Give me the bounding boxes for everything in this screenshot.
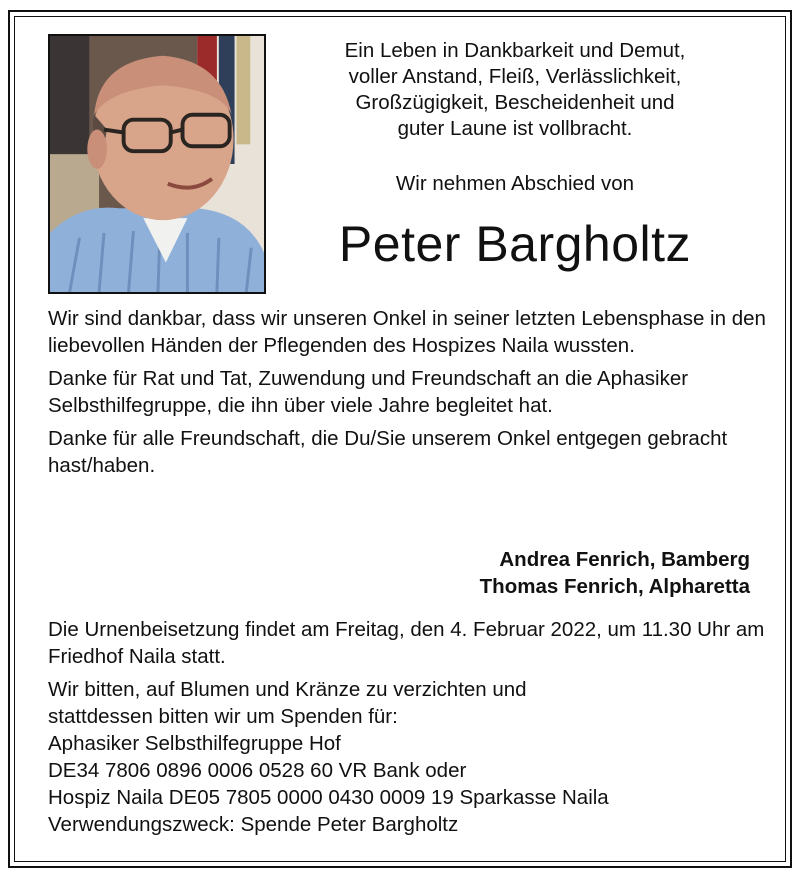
signatures — [400, 546, 750, 600]
signature-line: Andrea Fenrich, Bamberg — [499, 548, 750, 571]
signature-line: Thomas Fenrich, Alpharetta — [479, 575, 750, 598]
intro-line: guter Laune ist vollbracht. — [397, 117, 633, 140]
funeral-notice: Die Urnenbeisetzung findet am Freitag, den 4. Februar 2022, um 11.30 Uhr am Friedhof Naila statt. — [48, 618, 765, 668]
funeral-section — [48, 616, 768, 838]
donation-line: Aphasiker Selbsthilfegruppe Hof — [48, 732, 341, 755]
deceased-name: Peter Bargholtz — [338, 216, 692, 272]
thanks-paragraph: Danke für alle Freundschaft, die Du/Sie unserem Onkel entgegen gebracht hast/haben. — [48, 427, 728, 477]
thanks-paragraph: Danke für Rat und Tat, Zuwendung und Freundschaft an die Aphasiker Selbsthilfegruppe, die ihn über viele Jahre begleitet hat. — [48, 367, 689, 417]
portrait-photo — [48, 34, 266, 294]
portrait-illustration — [50, 36, 264, 292]
farewell-line: Wir nehmen Abschied von — [395, 172, 635, 195]
thanks-paragraph: Wir sind dankbar, dass wir unseren Onkel in seiner letzten Lebensphase in den liebevollen Händen der Pflegenden des Hospizes Naila wussten. — [48, 307, 766, 357]
intro-line: Großzügigkeit, Bescheidenheit und — [355, 91, 675, 114]
donation-line: Verwendungszweck: Spende Peter Bargholtz — [48, 813, 459, 836]
donation-line: Hospiz Naila DE05 7805 0000 0430 0009 19 Sparkasse Naila — [48, 786, 609, 809]
intro-line: Ein Leben in Dankbarkeit und Demut, — [344, 39, 686, 62]
donation-line: Wir bitten, auf Blumen und Kränze zu verzichten und — [48, 678, 527, 701]
thanks-section — [48, 305, 768, 485]
intro-verse — [280, 38, 750, 142]
donation-line: DE34 7806 0896 0006 0528 60 VR Bank oder — [48, 759, 467, 782]
intro-line: voller Anstand, Fleiß, Verlässlichkeit, — [348, 65, 682, 88]
donation-line: stattdessen bitten wir um Spenden für: — [48, 705, 398, 728]
